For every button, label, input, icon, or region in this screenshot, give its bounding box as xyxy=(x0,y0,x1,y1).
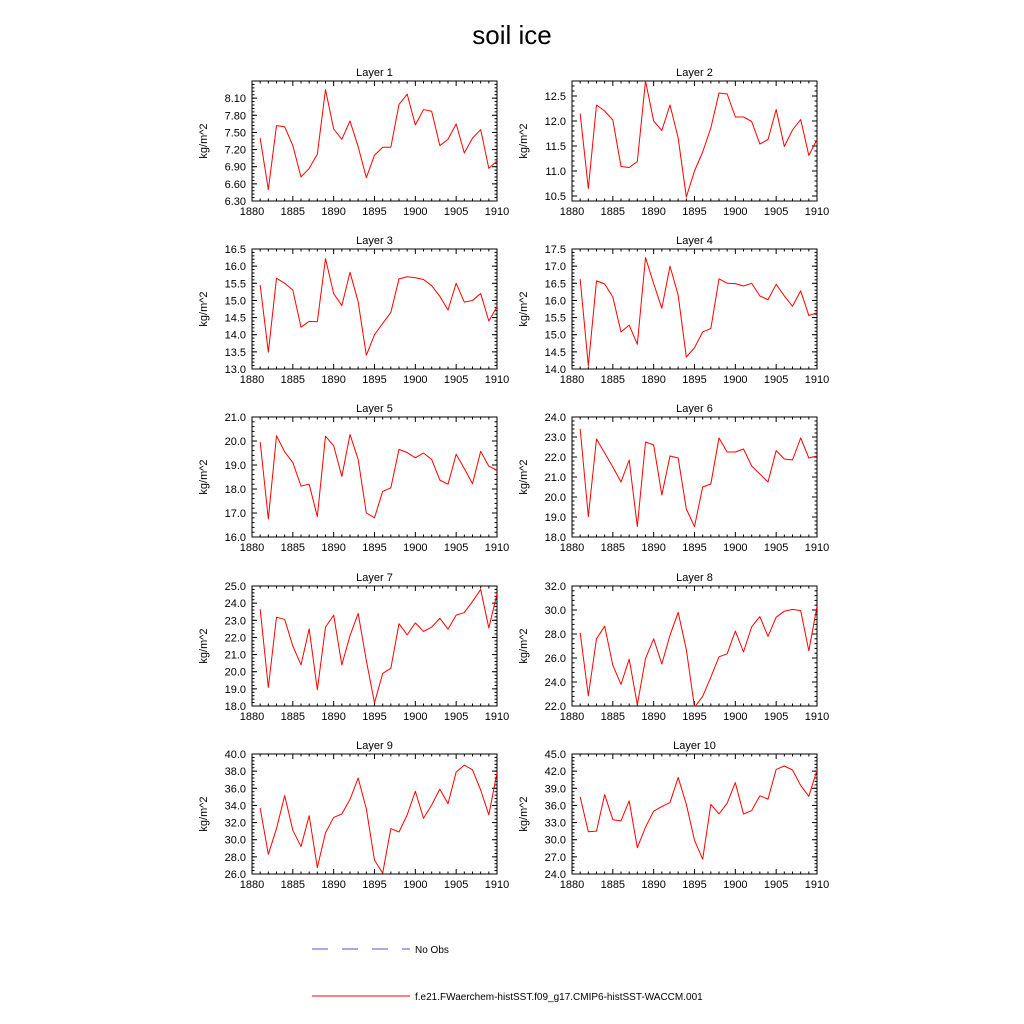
panel-4-xtick-label: 1900 xyxy=(723,374,748,386)
panel-3-ytick-label: 15.0 xyxy=(224,295,246,308)
panel-9-ytick-label: 32.0 xyxy=(224,817,246,830)
panel-6-ytick-label: 19.0 xyxy=(544,512,566,524)
panel-8-ytick-label: 30.0 xyxy=(544,605,566,617)
legend-model-label: f.e21.FWaerchem-histSST.f09_g17.CMIP6-histSST-WACCM.001 xyxy=(415,992,703,1003)
panel-10-frame xyxy=(572,754,817,874)
panel-7-title: Layer 7 xyxy=(356,572,393,584)
panel-7-xtick-label: 1900 xyxy=(403,711,428,723)
panel-8-ytick-label: 24.0 xyxy=(544,677,566,689)
panel-10-ytick-label: 33.0 xyxy=(544,817,566,830)
panel-8-series-line xyxy=(580,606,817,707)
panel-2-xtick-label: 1900 xyxy=(723,206,748,218)
panel-6-ytick-label: 23.0 xyxy=(544,432,566,444)
panel-6-ytick-label: 21.0 xyxy=(544,472,566,484)
panel-10-series-line xyxy=(580,766,817,859)
panel-8-xtick-label: 1880 xyxy=(559,711,585,723)
panel-10-ytick-label: 42.0 xyxy=(544,766,566,779)
panel-10-ytick-label: 27.0 xyxy=(544,851,566,864)
panel-7-series-line xyxy=(260,589,497,702)
panel-10-xtick-label: 1895 xyxy=(682,879,707,891)
panel-3-xtick-label: 1890 xyxy=(321,374,346,386)
panel-7-ytick-label: 23.0 xyxy=(224,615,246,628)
panel-7-ytick-label: 19.0 xyxy=(224,683,246,696)
panel-1-ytick-label: 7.20 xyxy=(224,144,246,157)
panel-8-ytick-label: 22.0 xyxy=(544,701,566,713)
panel-7-xtick-label: 1895 xyxy=(362,711,387,723)
panel-3-xtick-label: 1910 xyxy=(484,374,510,386)
panel-4-frame xyxy=(572,249,817,369)
panel-9-xtick-label: 1895 xyxy=(362,879,387,891)
panel-5-ytick-label: 19.0 xyxy=(224,460,246,472)
panel-10-ylabel: kg/m^2 xyxy=(518,796,530,832)
panel-10-xtick-label: 1885 xyxy=(600,879,626,891)
panel-6-xtick-label: 1895 xyxy=(682,542,707,554)
panel-5-xtick-label: 1910 xyxy=(484,542,510,554)
panel-9-ytick-label: 38.0 xyxy=(224,766,246,779)
panel-3-ylabel: kg/m^2 xyxy=(198,291,210,327)
panel-3-ytick-label: 16.0 xyxy=(224,261,246,274)
panel-7-frame xyxy=(252,586,497,706)
panel-6-xtick-label: 1880 xyxy=(559,542,585,554)
panel-5-ytick-label: 17.0 xyxy=(224,508,246,520)
panel-2-ylabel: kg/m^2 xyxy=(518,123,530,159)
panel-10-ytick-label: 36.0 xyxy=(544,800,566,813)
panel-8-xtick-label: 1895 xyxy=(682,711,707,723)
panel-4-xtick-label: 1880 xyxy=(559,374,585,386)
panel-9-ytick-label: 40.0 xyxy=(224,749,246,761)
panel-6-title: Layer 6 xyxy=(676,403,713,415)
panel-3-title: Layer 3 xyxy=(356,235,393,247)
panel-10-ytick-label: 45.0 xyxy=(544,749,566,761)
panel-4-series-line xyxy=(580,258,817,366)
panel-2-frame xyxy=(572,81,817,201)
panel-3-ytick-label: 16.5 xyxy=(224,244,246,256)
panel-9-series-line xyxy=(260,765,497,873)
panel-4-ytick-label: 15.0 xyxy=(544,329,566,342)
panel-5-ytick-label: 20.0 xyxy=(224,436,246,448)
panel-4-title: Layer 4 xyxy=(676,235,713,247)
panel-9-xtick-label: 1900 xyxy=(403,879,428,891)
panel-10-xtick-label: 1910 xyxy=(804,879,830,891)
panel-5-frame xyxy=(252,417,497,537)
panel-3-series-line xyxy=(260,259,497,356)
panel-1-ytick-label: 6.60 xyxy=(224,178,246,191)
panel-2-title: Layer 2 xyxy=(676,67,713,79)
panel-4-ytick-label: 15.5 xyxy=(544,312,566,325)
panel-1-xtick-label: 1900 xyxy=(403,206,428,218)
panel-2-xtick-label: 1905 xyxy=(763,206,789,218)
panel-9-title: Layer 9 xyxy=(356,740,393,752)
panel-5-title: Layer 5 xyxy=(356,403,393,415)
panel-10-ytick-label: 39.0 xyxy=(544,783,566,796)
panel-4-ytick-label: 14.0 xyxy=(544,364,566,376)
panel-grid xyxy=(198,67,829,891)
panel-9-xtick-label: 1880 xyxy=(239,879,265,891)
panel-7-xtick-label: 1910 xyxy=(484,711,510,723)
panel-7 xyxy=(198,572,509,723)
panel-5-xtick-label: 1890 xyxy=(321,542,346,554)
panel-1-ytick-label: 6.90 xyxy=(224,161,246,174)
panel-7-xtick-label: 1890 xyxy=(321,711,346,723)
panel-5-xtick-label: 1880 xyxy=(239,542,265,554)
panel-2-series-line xyxy=(580,81,817,197)
panel-10-ytick-label: 30.0 xyxy=(544,834,566,847)
panel-4-xtick-label: 1895 xyxy=(682,374,707,386)
panel-2-xtick-label: 1885 xyxy=(600,206,626,218)
panel-1-ytick-label: 7.50 xyxy=(224,127,246,140)
panel-5-xtick-label: 1900 xyxy=(403,542,428,554)
panel-8-xtick-label: 1910 xyxy=(804,711,830,723)
panel-8-xtick-label: 1885 xyxy=(600,711,626,723)
panel-1-xtick-label: 1880 xyxy=(239,206,265,218)
panel-6-xtick-label: 1910 xyxy=(804,542,830,554)
panel-8-ytick-label: 26.0 xyxy=(544,653,566,665)
panel-3 xyxy=(198,235,509,386)
panel-4-ytick-label: 17.5 xyxy=(544,244,566,256)
panel-7-xtick-label: 1880 xyxy=(239,711,265,723)
panel-10-xtick-label: 1900 xyxy=(723,879,748,891)
panel-7-xtick-label: 1905 xyxy=(443,711,469,723)
panel-9-xtick-label: 1910 xyxy=(484,879,510,891)
panel-1-ytick-label: 7.80 xyxy=(224,110,246,123)
panel-6-ytick-label: 24.0 xyxy=(544,412,566,424)
panel-1-series-line xyxy=(260,90,497,190)
panel-6-frame xyxy=(572,417,817,537)
panel-7-ylabel: kg/m^2 xyxy=(198,628,210,664)
panel-9-xtick-label: 1885 xyxy=(280,879,306,891)
panel-4-ytick-label: 16.5 xyxy=(544,278,566,291)
panel-9-xtick-label: 1890 xyxy=(321,879,346,891)
panel-2-xtick-label: 1910 xyxy=(804,206,830,218)
panel-4-ytick-label: 16.0 xyxy=(544,295,566,308)
legend-no-obs-label: No Obs xyxy=(415,945,449,956)
panel-4 xyxy=(518,235,829,386)
panel-2 xyxy=(518,67,829,218)
panel-3-xtick-label: 1895 xyxy=(362,374,387,386)
panel-6-xtick-label: 1890 xyxy=(641,542,666,554)
panel-5-xtick-label: 1895 xyxy=(362,542,387,554)
panel-7-ytick-label: 20.0 xyxy=(224,666,246,679)
panel-8 xyxy=(518,572,829,723)
panel-3-ytick-label: 14.5 xyxy=(224,312,246,325)
panel-1-frame xyxy=(252,81,497,201)
panel-2-ytick-label: 10.5 xyxy=(544,191,566,203)
panel-9-ytick-label: 26.0 xyxy=(224,869,246,881)
panel-4-xtick-label: 1890 xyxy=(641,374,666,386)
panel-1-ytick-label: 8.10 xyxy=(224,93,246,106)
panel-1-ytick-label: 6.30 xyxy=(224,196,246,208)
panel-7-ytick-label: 21.0 xyxy=(224,649,246,662)
panel-7-ytick-label: 22.0 xyxy=(224,632,246,645)
panel-5-xtick-label: 1905 xyxy=(443,542,469,554)
panel-6-ytick-label: 20.0 xyxy=(544,492,566,504)
panel-3-ytick-label: 13.0 xyxy=(224,364,246,376)
panel-1-xtick-label: 1890 xyxy=(321,206,346,218)
figure-title: soil ice xyxy=(472,20,552,50)
panel-6-ytick-label: 18.0 xyxy=(544,532,566,544)
panel-2-ytick-label: 12.5 xyxy=(544,91,566,103)
panel-10-ytick-label: 24.0 xyxy=(544,869,566,881)
panel-4-ylabel: kg/m^2 xyxy=(518,291,530,327)
panel-10-title: Layer 10 xyxy=(673,740,716,752)
panel-5-ytick-label: 16.0 xyxy=(224,532,246,544)
panel-7-ytick-label: 18.0 xyxy=(224,701,246,713)
panel-8-ytick-label: 32.0 xyxy=(544,581,566,593)
panel-7-ytick-label: 24.0 xyxy=(224,598,246,611)
panel-6-xtick-label: 1905 xyxy=(763,542,789,554)
panel-10-xtick-label: 1905 xyxy=(763,879,789,891)
panel-5-ylabel: kg/m^2 xyxy=(198,459,210,495)
panel-2-xtick-label: 1890 xyxy=(641,206,666,218)
panel-2-xtick-label: 1880 xyxy=(559,206,585,218)
panel-9 xyxy=(198,740,509,891)
panel-8-title: Layer 8 xyxy=(676,572,713,584)
panel-9-ylabel: kg/m^2 xyxy=(198,796,210,832)
panel-3-ytick-label: 15.5 xyxy=(224,278,246,291)
panel-6-series-line xyxy=(580,429,817,527)
panel-1-xtick-label: 1895 xyxy=(362,206,387,218)
panel-1-ylabel: kg/m^2 xyxy=(198,123,210,159)
panel-4-xtick-label: 1885 xyxy=(600,374,626,386)
panel-1-xtick-label: 1910 xyxy=(484,206,510,218)
panel-7-xtick-label: 1885 xyxy=(280,711,306,723)
panel-4-ytick-label: 17.0 xyxy=(544,261,566,274)
panel-4-ytick-label: 14.5 xyxy=(544,346,566,359)
panel-8-xtick-label: 1900 xyxy=(723,711,748,723)
panel-3-xtick-label: 1900 xyxy=(403,374,428,386)
panel-8-ytick-label: 28.0 xyxy=(544,629,566,641)
panel-9-ytick-label: 36.0 xyxy=(224,783,246,796)
panel-3-xtick-label: 1905 xyxy=(443,374,469,386)
panel-8-xtick-label: 1905 xyxy=(763,711,789,723)
panel-8-xtick-label: 1890 xyxy=(641,711,666,723)
panel-1-xtick-label: 1885 xyxy=(280,206,306,218)
panel-6 xyxy=(518,403,829,554)
panel-6-ytick-label: 22.0 xyxy=(544,452,566,464)
panel-5-xtick-label: 1885 xyxy=(280,542,306,554)
panel-6-xtick-label: 1900 xyxy=(723,542,748,554)
panel-1-title: Layer 1 xyxy=(356,67,393,79)
panel-2-ytick-label: 12.0 xyxy=(544,116,566,128)
panel-2-ytick-label: 11.5 xyxy=(545,141,566,153)
panel-3-frame xyxy=(252,249,497,369)
panel-1-xtick-label: 1905 xyxy=(443,206,469,218)
panel-3-xtick-label: 1885 xyxy=(280,374,306,386)
panel-5-ytick-label: 18.0 xyxy=(224,484,246,496)
panel-8-ylabel: kg/m^2 xyxy=(518,628,530,664)
panel-10-xtick-label: 1890 xyxy=(641,879,666,891)
panel-9-ytick-label: 30.0 xyxy=(224,834,246,847)
panel-6-xtick-label: 1885 xyxy=(600,542,626,554)
panel-7-ytick-label: 25.0 xyxy=(224,581,246,593)
panel-9-xtick-label: 1905 xyxy=(443,879,469,891)
panel-4-xtick-label: 1910 xyxy=(804,374,830,386)
panel-5-series-line xyxy=(260,435,497,519)
panel-3-ytick-label: 13.5 xyxy=(224,346,246,359)
panel-9-ytick-label: 28.0 xyxy=(224,851,246,864)
panel-2-ytick-label: 11.0 xyxy=(545,166,566,178)
panel-2-xtick-label: 1895 xyxy=(682,206,707,218)
panel-9-ytick-label: 34.0 xyxy=(224,800,246,813)
panel-5 xyxy=(198,403,509,554)
panel-10-xtick-label: 1880 xyxy=(559,879,585,891)
legend xyxy=(312,945,703,1003)
panel-3-ytick-label: 14.0 xyxy=(224,329,246,342)
panel-4-xtick-label: 1905 xyxy=(763,374,789,386)
panel-1 xyxy=(198,67,509,218)
panel-10 xyxy=(518,740,829,891)
panel-3-xtick-label: 1880 xyxy=(239,374,265,386)
panel-6-ylabel: kg/m^2 xyxy=(518,459,530,495)
panel-5-ytick-label: 21.0 xyxy=(224,412,246,424)
